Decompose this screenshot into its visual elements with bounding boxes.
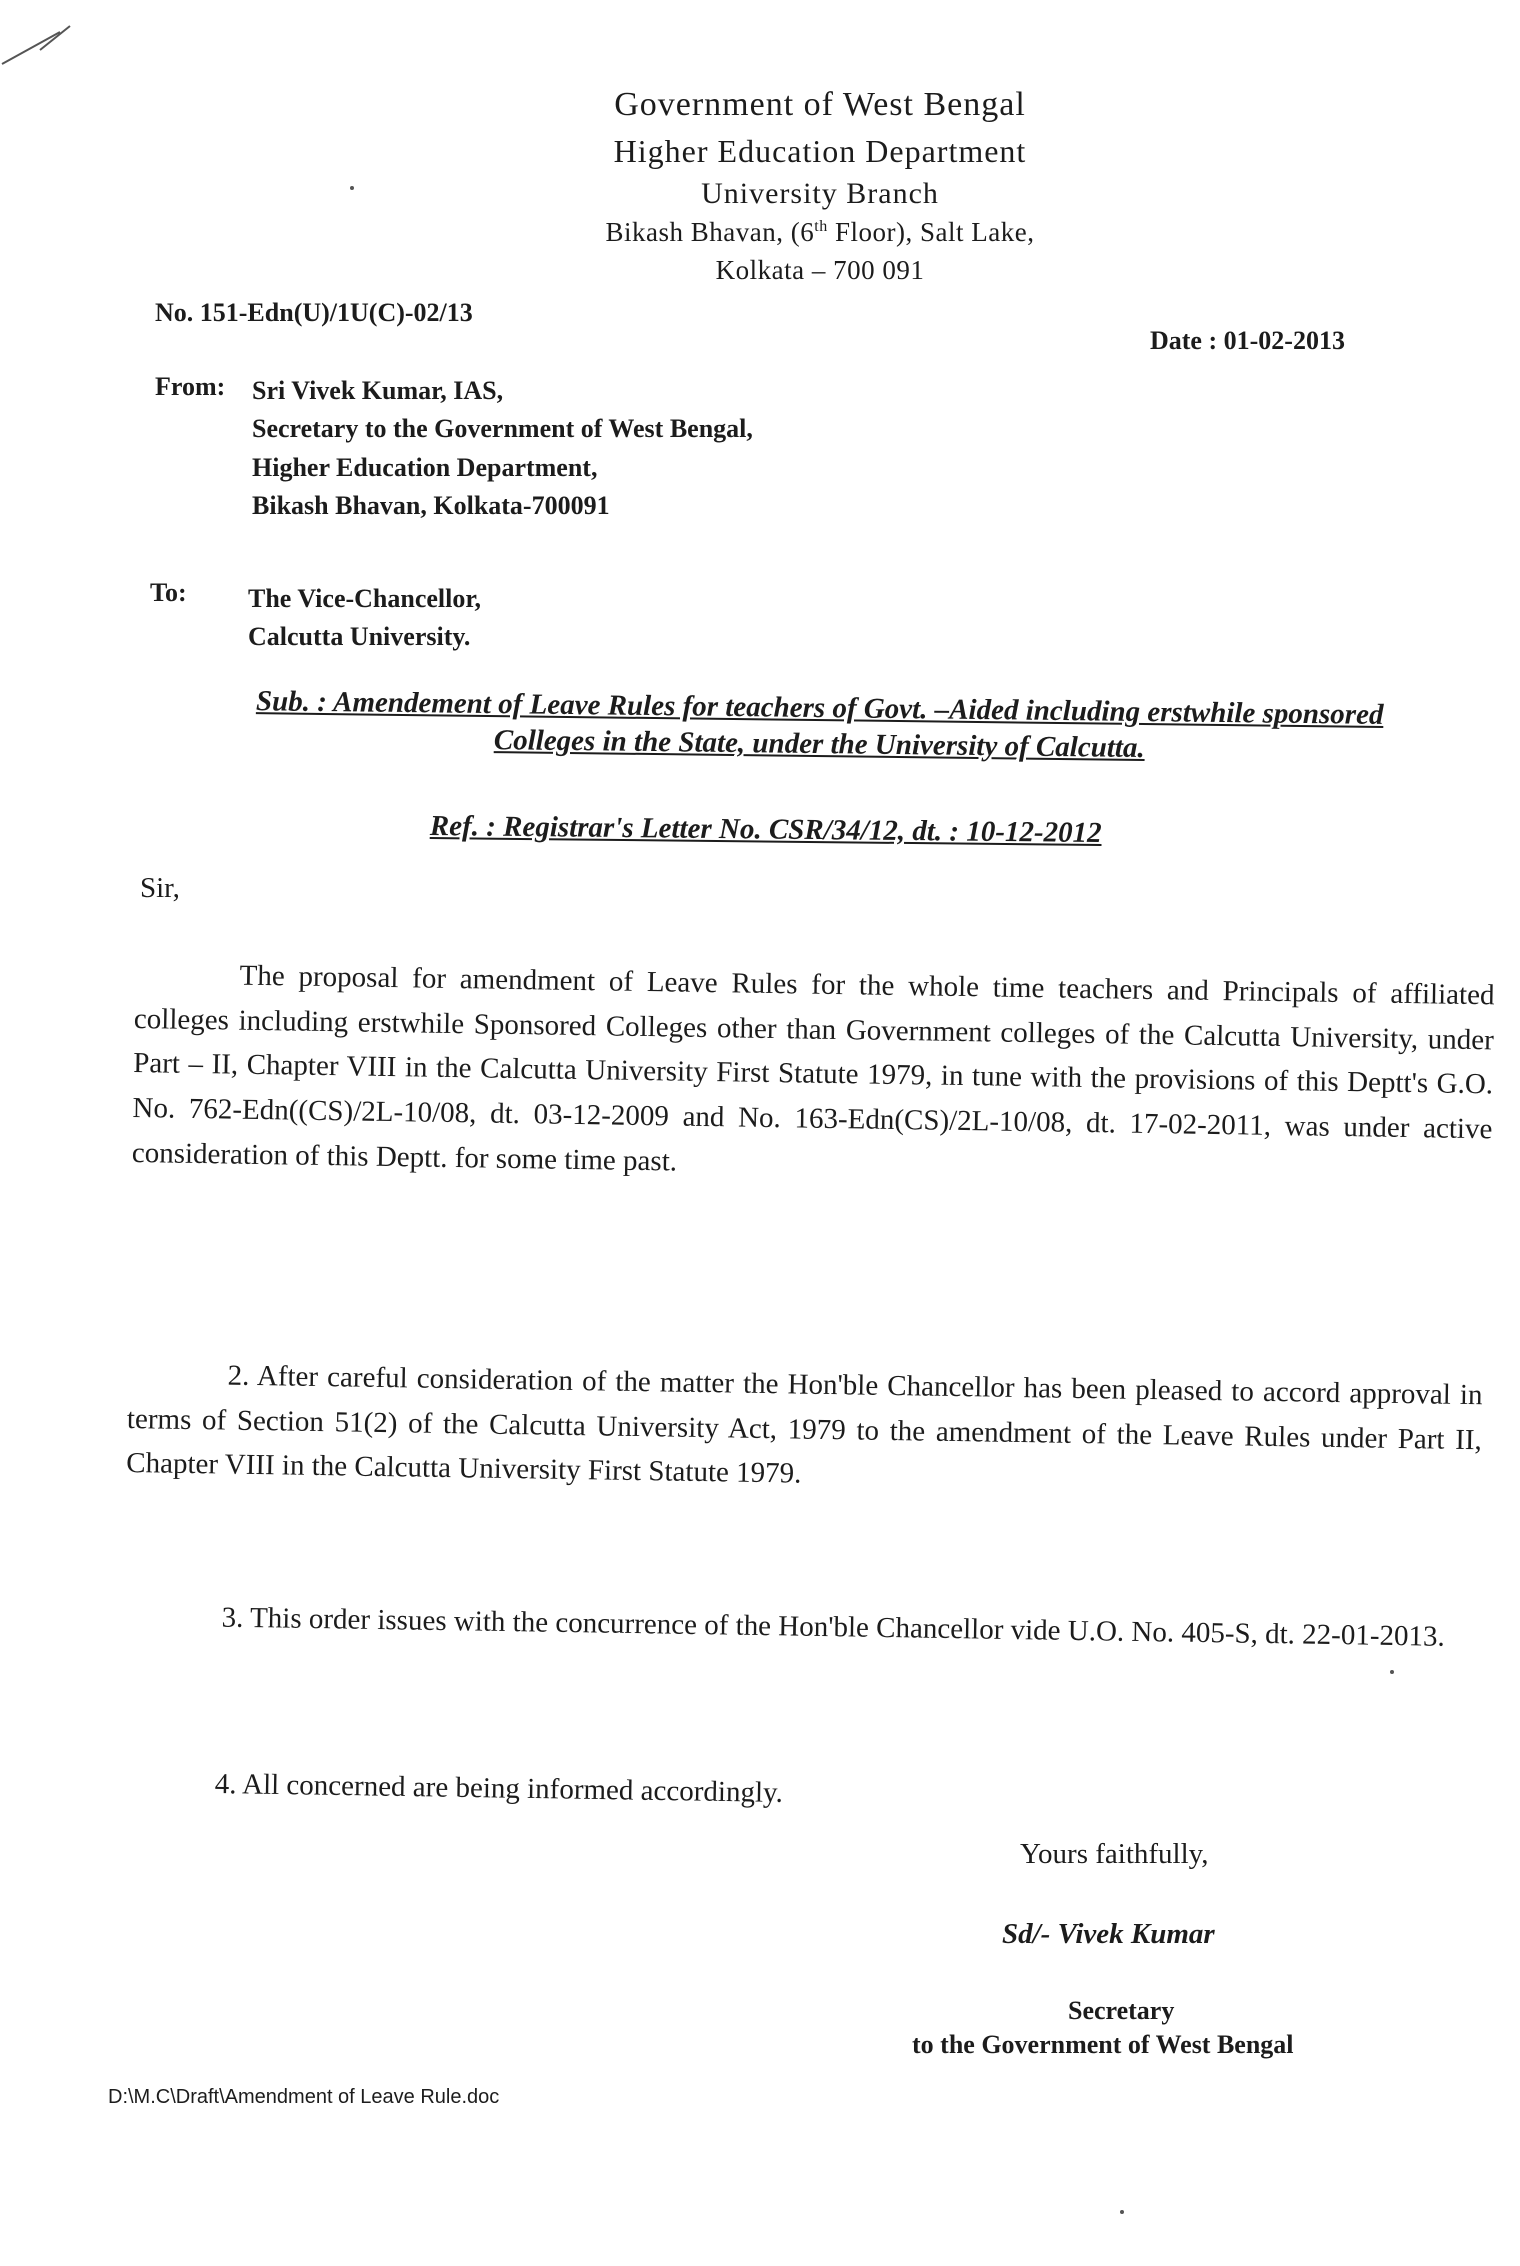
- memo-date: Date : 01-02-2013: [1150, 326, 1345, 355]
- designation-office: to the Government of West Bengal: [912, 2030, 1294, 2059]
- letterhead-address: Bikash Bhavan, (6th Floor), Salt Lake,: [605, 217, 1035, 248]
- reference-line: Ref. : Registrar's Letter No. CSR/34/12, dt. : 10-12-2012: [429, 810, 1102, 850]
- from-line: Bikash Bhavan, Kolkata-700091: [252, 491, 610, 521]
- subject-line-2: Colleges in the State, under the University of Calcutta.: [493, 724, 1145, 765]
- paragraph-3: 3. This order issues with the concurrence of the Hon'ble Chancellor vide U.O. No. 405-S, dt. 22-01-2013.: [221, 1601, 1445, 1653]
- to-line: Calcutta University.: [248, 622, 471, 652]
- paragraph-1: The proposal for amendment of Leave Rules for the whole time teachers and Principals of affiliated colleges including erstwhile Sponsored Colleges other than Government colleges of the Calcutta University, under Part – II, Chapter VIII in the Calcutta University First Statute 1979, in tune with the provisions of this Deptt's G.O. No. 762-Edn((CS)/2L-10/08, dt. 03-12-2009 and No. 163-Edn(CS)/2L-10/08, dt. 17-02-2011, was under active consideration of this Deptt. for some time past.: [131, 959, 1495, 1178]
- salutation: Sir,: [140, 872, 180, 904]
- letterhead-city: Kolkata – 700 091: [715, 254, 925, 285]
- paragraph-2: 2. After careful consideration of the matter the Hon'ble Chancellor has been pleased to accord approval in terms of Section 51(2) of the Calcutta University Act, 1979 to the amendment of the Leave Rules under Part II, Chapter VIII in the Calcutta University First Statute 1979.: [126, 1359, 1483, 1490]
- pen-scribble-mark: [0, 20, 80, 70]
- speck-mark: [1390, 1670, 1394, 1674]
- to-label: To:: [150, 578, 187, 607]
- from-line: Secretary to the Government of West Bengal,: [252, 414, 753, 444]
- from-line: Higher Education Department,: [252, 452, 598, 482]
- letterhead: [560, 82, 1080, 289]
- speck-mark: [1120, 2210, 1124, 2214]
- memo-number: No. 151-Edn(U)/1U(C)-02/13: [155, 298, 473, 327]
- letterhead-government: Government of West Bengal: [614, 86, 1026, 123]
- letterhead-department: Higher Education Department: [613, 132, 1027, 169]
- designation-title: Secretary: [1068, 1996, 1175, 2025]
- paragraph-4: 4. All concerned are being informed accordingly.: [214, 1768, 784, 1809]
- from-address: [252, 372, 753, 526]
- subject-line-1: Sub. : Amendement of Leave Rules for teachers of Govt. –Aided including erstwhile sponsored: [255, 685, 1384, 731]
- speck-mark: [350, 186, 354, 190]
- to-address: [248, 580, 481, 657]
- from-line: Sri Vivek Kumar, IAS,: [252, 376, 504, 405]
- to-line: The Vice-Chancellor,: [248, 584, 482, 613]
- signature: Sd/- Vivek Kumar: [1002, 1918, 1215, 1950]
- valediction: Yours faithfully,: [1020, 1838, 1209, 1870]
- letterhead-branch: University Branch: [701, 177, 939, 211]
- subject-line: [159, 682, 1480, 771]
- from-label: From:: [155, 372, 226, 401]
- file-path-footer: D:\M.C\Draft\Amendment of Leave Rule.doc: [108, 2086, 500, 2108]
